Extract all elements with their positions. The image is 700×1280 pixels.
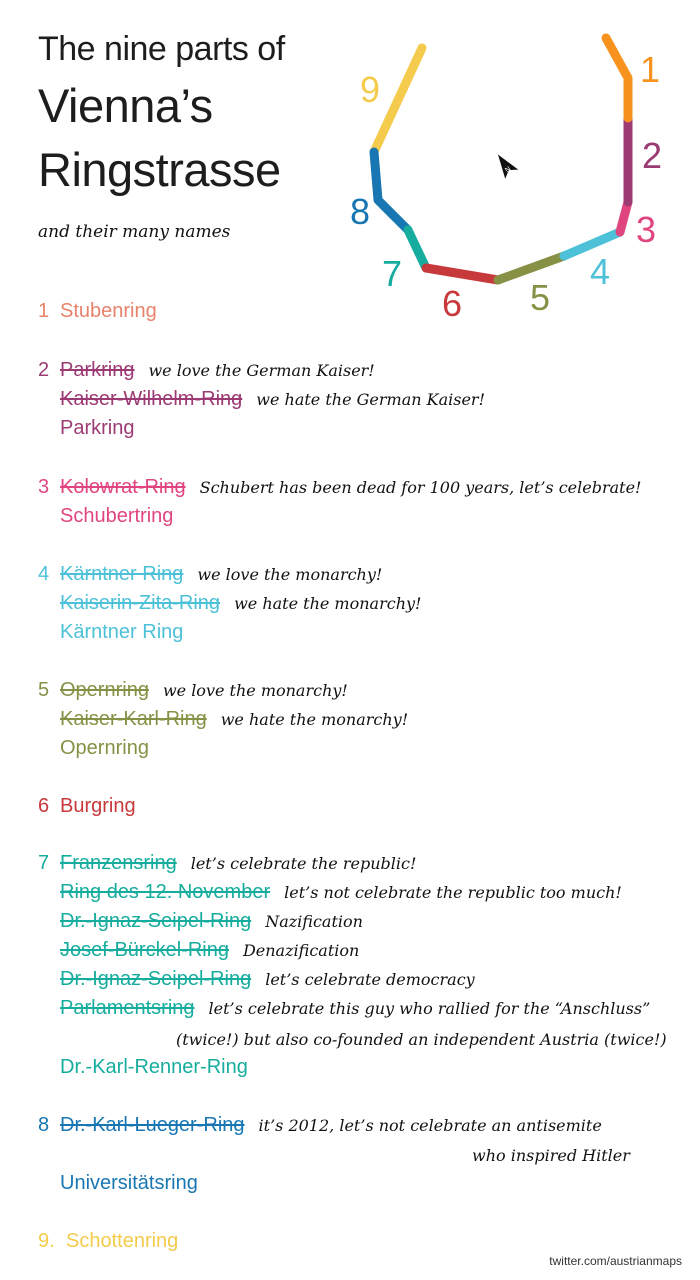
street-name-former: Ring des 12. November xyxy=(60,881,271,903)
north-arrow-icon xyxy=(491,150,518,179)
section-8-row-2 xyxy=(38,1172,198,1198)
ring-segment-1 xyxy=(606,38,628,118)
street-name-former: Dr.-Ignaz-Seipel-Ring xyxy=(60,968,252,990)
street-name-former: Josef-Bürckel-Ring xyxy=(60,939,229,961)
street-name: Stubenring xyxy=(60,300,157,322)
map-label-4: 4 xyxy=(590,251,611,292)
section-2-row-2 xyxy=(38,388,485,414)
note: Schubert has been dead for 100 years, let’s celebrate! xyxy=(199,478,642,497)
map-label-8: 8 xyxy=(350,191,371,232)
street-name-former: Opernring xyxy=(60,679,149,701)
section-number: 6 xyxy=(38,795,50,817)
title-line-3: Ringstrasse xyxy=(38,143,281,196)
map-label-9: 9 xyxy=(360,69,381,110)
svg-text:N: N xyxy=(504,165,513,175)
section-7-row-5 xyxy=(38,968,475,994)
note: let’s not celebrate the republic too much! xyxy=(284,883,622,902)
section-7-row-4 xyxy=(38,939,359,965)
note-continuation: who inspired Hitler xyxy=(472,1146,630,1165)
ring-map xyxy=(330,20,700,330)
street-name-current: Opernring xyxy=(60,737,149,759)
section-4-row-2 xyxy=(38,592,421,618)
note: Nazification xyxy=(265,912,363,931)
ring-segment-3 xyxy=(620,202,628,232)
section-number: 3 xyxy=(38,476,50,498)
map-label-1: 1 xyxy=(640,49,661,90)
note: let’s celebrate the republic! xyxy=(190,854,417,873)
note: Denazification xyxy=(242,941,360,960)
street-name-former: Parkring xyxy=(60,359,135,381)
section-number: 2 xyxy=(38,359,50,381)
ring-segment-6 xyxy=(426,268,498,280)
ring-segment-7 xyxy=(408,230,426,268)
map-label-7: 7 xyxy=(382,253,403,294)
section-3-row-1 xyxy=(38,476,641,502)
section-7-row-7 xyxy=(38,1056,248,1082)
note: we love the German Kaiser! xyxy=(148,361,375,380)
street-name-former: Kärntner Ring xyxy=(60,563,184,585)
section-number: 4 xyxy=(38,563,50,585)
credit: twitter.com/austrianmaps xyxy=(549,1254,682,1268)
note: we hate the monarchy! xyxy=(220,710,409,729)
title-line-2: Vienna’s xyxy=(38,79,213,132)
section-9-row-1 xyxy=(38,1230,178,1256)
note: we love the monarchy! xyxy=(162,681,348,700)
street-name-former: Franzensring xyxy=(60,852,177,874)
note: we love the monarchy! xyxy=(197,565,383,584)
street-name-former: Kaiser-Wilhelm-Ring xyxy=(60,388,243,410)
section-7-row-3 xyxy=(38,910,363,936)
map-label-3: 3 xyxy=(636,209,657,250)
section-5-row-3 xyxy=(38,737,149,763)
note: we hate the monarchy! xyxy=(234,594,422,613)
section-5-row-1 xyxy=(38,679,348,705)
ring-segment-8 xyxy=(374,152,408,230)
street-name-current: Universitätsring xyxy=(60,1172,198,1194)
map-label-6: 6 xyxy=(442,283,463,324)
street-name-former: Dr.-Karl-Lueger-Ring xyxy=(60,1114,245,1136)
section-5-row-2 xyxy=(38,708,408,734)
street-name-former: Kaiserin-Zita-Ring xyxy=(60,592,221,614)
street-name-former: Dr.-Ignaz-Seipel-Ring xyxy=(60,910,252,932)
title-line-1: The nine parts of xyxy=(38,30,285,68)
street-name-former: Parlamentsring xyxy=(60,997,195,1019)
section-7-row-1 xyxy=(38,852,416,878)
section-8-row-1 xyxy=(38,1114,602,1140)
section-number: 1 xyxy=(38,300,50,322)
note-continuation: (twice!) but also co-founded an independent Austria (twice!) xyxy=(176,1030,667,1049)
section-2-row-3 xyxy=(38,417,134,443)
section-7-row-2 xyxy=(38,881,622,907)
section-number: 8 xyxy=(38,1114,50,1136)
street-name-current: Kärntner Ring xyxy=(60,621,184,643)
street-name-current: Parkring xyxy=(60,417,135,439)
note: we hate the German Kaiser! xyxy=(256,390,485,409)
note: let’s celebrate this guy who rallied for the “Anschluss” xyxy=(208,999,651,1018)
street-name-former: Kaiser-Karl-Ring xyxy=(60,708,207,730)
section-7-row-6 xyxy=(38,997,650,1023)
section-6-row-1 xyxy=(38,795,136,821)
subtitle: and their many names xyxy=(38,222,231,242)
section-number: 5 xyxy=(38,679,50,701)
street-name-current: Schubertring xyxy=(60,505,174,527)
section-4-row-1 xyxy=(38,563,382,589)
street-name-current: Dr.-Karl-Renner-Ring xyxy=(60,1056,248,1078)
street-name: Schottenring xyxy=(66,1230,179,1252)
street-name: Burgring xyxy=(60,795,136,817)
map-label-5: 5 xyxy=(530,277,551,318)
ring-segment-9 xyxy=(374,48,422,152)
section-4-row-3 xyxy=(38,621,183,647)
street-name-former: Kolowrat-Ring xyxy=(60,476,186,498)
section-3-row-2 xyxy=(38,505,173,531)
note: let’s celebrate democracy xyxy=(265,970,475,989)
section-1-row-1 xyxy=(38,300,157,326)
note: it’s 2012, let’s not celebrate an antisemite xyxy=(258,1116,602,1135)
section-number: 7 xyxy=(38,852,50,874)
section-2-row-1 xyxy=(38,359,375,385)
map-label-2: 2 xyxy=(642,135,663,176)
section-number: 9. xyxy=(38,1230,55,1252)
